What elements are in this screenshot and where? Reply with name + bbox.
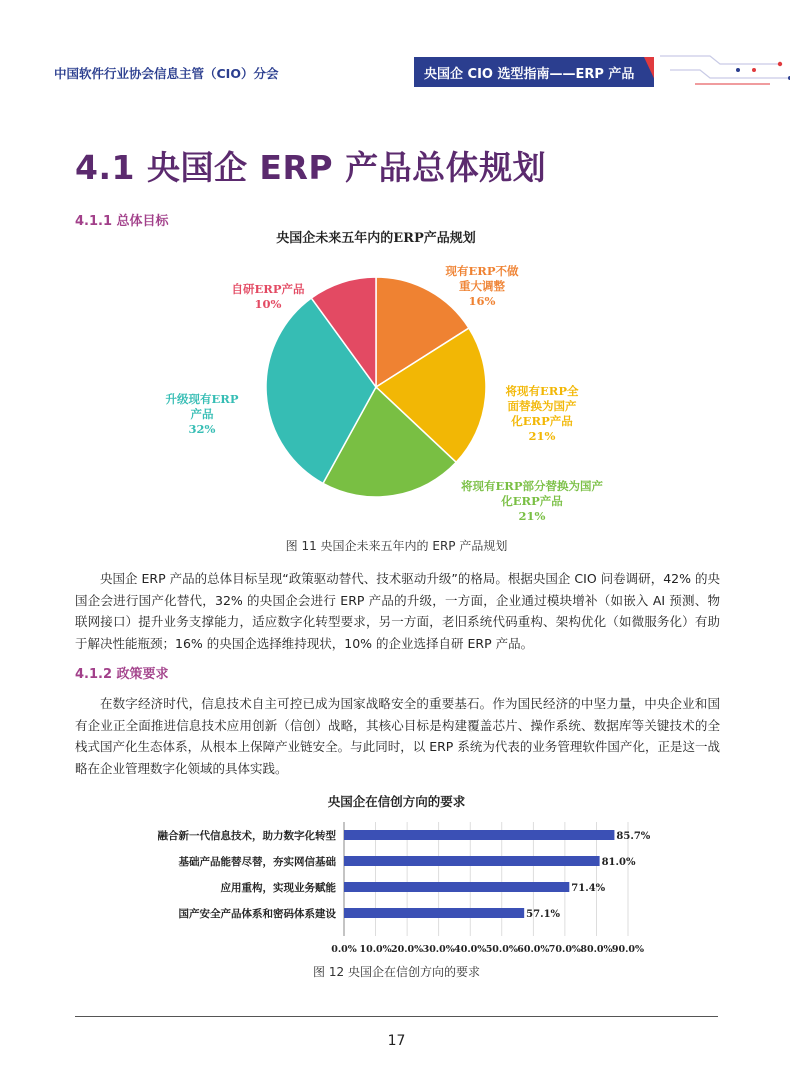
pie-slice-value-label: 10% [254, 297, 282, 311]
figure-11-caption: 图 11 央国企未来五年内的 ERP 产品规划 [285, 539, 508, 553]
bar-chart-category-label: 基础产品能替尽替，夯实网信基础 [178, 856, 336, 868]
bar-chart-x-tick-label: 20.0% [391, 944, 424, 955]
bar-chart-x-tick-label: 40.0% [454, 944, 487, 955]
pie-chart-title: 央国企未来五年内的ERP产品规划 [276, 231, 476, 246]
bar-chart-x-tick-label: 0.0% [331, 944, 357, 955]
pie-slice-label: 面替换为国产 [507, 399, 577, 413]
pie-slice-label: 化ERP产品 [501, 494, 563, 508]
bar-chart-x-tick-label: 10.0% [359, 944, 392, 955]
pie-slice-label: 将现有ERP部分替换为国产 [461, 479, 603, 493]
footer-divider [75, 1016, 718, 1017]
bar-chart [120, 790, 680, 960]
pie-slice-value-label: 16% [468, 294, 496, 308]
pie-slice-label: 重大调整 [459, 279, 505, 293]
bar-chart-x-tick-label: 80.0% [580, 944, 613, 955]
circuit-decoration-icon [640, 48, 790, 88]
bar-chart-x-tick-label: 60.0% [517, 944, 550, 955]
bar-chart-bar [344, 856, 600, 866]
pie-slice-label: 产品 [190, 407, 214, 421]
bar-chart-x-tick-label: 30.0% [422, 944, 455, 955]
pie-slice-value-label: 21% [518, 509, 546, 523]
bar-chart-value-label: 57.1% [526, 909, 561, 920]
bar-chart-bar [344, 908, 524, 918]
pie-slice-label: 升级现有ERP [165, 392, 239, 406]
figure-12-caption: 图 12 央国企在信创方向的要求 [313, 965, 480, 979]
header-org: 中国软件行业协会信息主管（CIO）分会 [54, 66, 279, 81]
subsection-title-policy: 4.1.2 政策要求 [75, 667, 169, 682]
bar-chart-bar [344, 830, 614, 840]
bar-chart-x-tick-label: 70.0% [548, 944, 581, 955]
section-title: 4.1 央国企 ERP 产品总体规划 [75, 148, 547, 187]
page-number: 17 [387, 1033, 406, 1049]
bar-chart-x-tick-label: 50.0% [485, 944, 518, 955]
pie-slice-value-label: 21% [528, 429, 556, 443]
bar-chart-bar [344, 882, 569, 892]
paragraph-goal: 央国企 ERP 产品的总体目标呈现“政策驱动替代、技术驱动升级”的格局。根据央国企 CIO 问卷调研，42% 的央国企会进行国产化替代，32% 的央国企会进行 ERP 产品的升级，一方面，企业通过模块增补（如嵌入 AI 预测、物联网接口）提升业务支撑能力，适应数字化转型要求，另一方面，老旧系统代码重构、架构优化（如微服务化）有助于解决性能瓶颈；16% 的央国企选择维持现状，10% 的企业选择自研 ERP 产品。 [75, 571, 720, 651]
pie-slice-label: 将现有ERP全 [505, 384, 579, 398]
bar-chart-value-label: 71.4% [571, 883, 606, 894]
bar-chart-value-label: 81.0% [601, 857, 636, 868]
header-banner-title: 央国企 CIO 选型指南——ERP 产品 [424, 67, 635, 82]
bar-chart-category-label: 国产安全产品体系和密码体系建设 [178, 908, 336, 920]
pie-slice-label: 现有ERP不做 [445, 264, 519, 278]
pie-chart [160, 225, 640, 530]
bar-chart-category-label: 应用重构，实现业务赋能 [220, 882, 336, 894]
subsection-title-goal: 4.1.1 总体目标 [75, 214, 169, 229]
paragraph-policy: 在数字经济时代，信息技术自主可控已成为国家战略安全的重要基石。作为国民经济的中坚力量，中央企业和国有企业正全面推进信息技术应用创新（信创）战略，其核心目标是构建覆盖芯片、操作系统、数据库等关键技术的全栈式国产化生态体系，从根本上保障产业链安全。与此同时，以 ERP 系统为代表的业务管理软件国产化，正是这一战略在企业管理数字化领域的具体实践。 [75, 696, 720, 776]
bar-chart-title: 央国企在信创方向的要求 [327, 794, 466, 809]
pie-slice-value-label: 32% [188, 422, 216, 436]
bar-chart-x-tick-label: 90.0% [611, 944, 645, 955]
bar-chart-category-label: 融合新一代信息技术，助力数字化转型 [157, 830, 336, 842]
bar-chart-value-label: 85.7% [616, 831, 651, 842]
pie-slice-label: 自研ERP产品 [231, 282, 305, 296]
pie-slice-label: 化ERP产品 [511, 414, 573, 428]
